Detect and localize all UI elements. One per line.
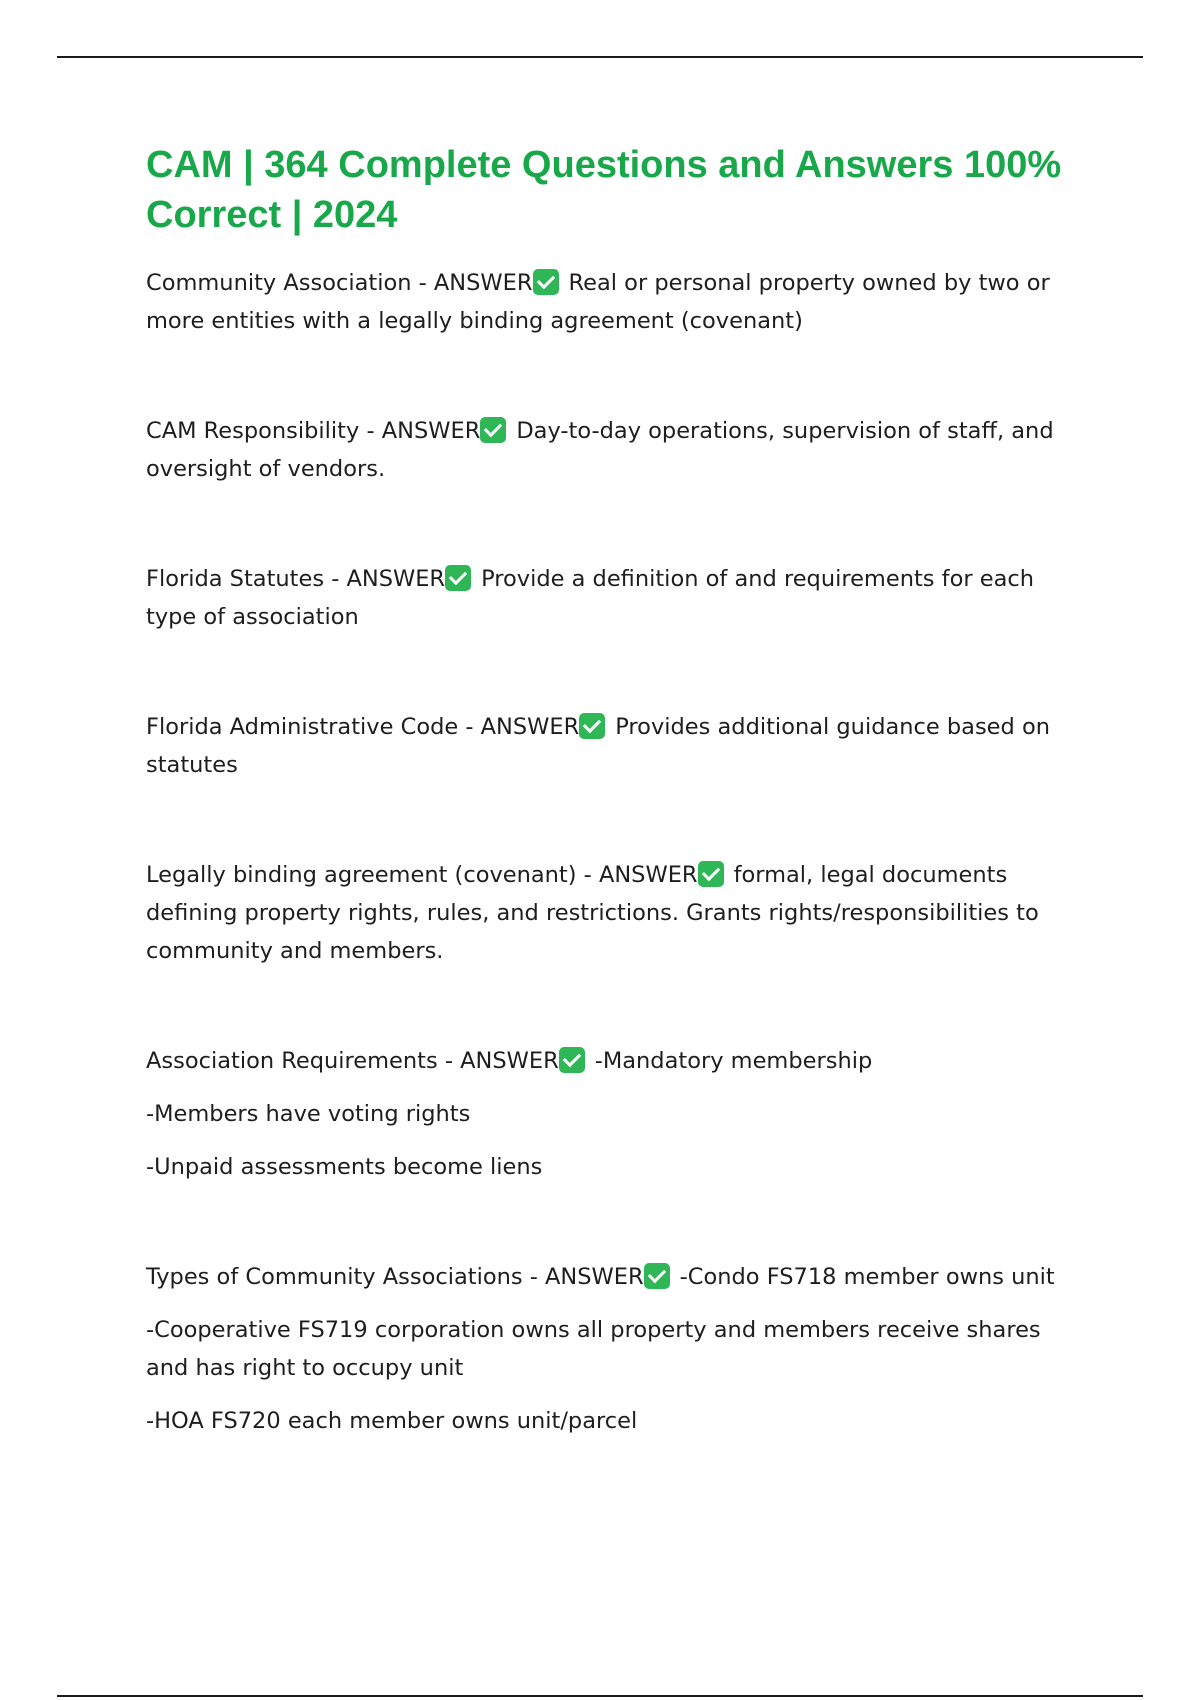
qa-first-line	[146, 1042, 1086, 1080]
check-box-icon	[445, 565, 471, 591]
answer-text: Provides additional guidance based on statutes	[146, 714, 1050, 778]
answer-text: Real or personal property owned by two or more entities with a legally binding agreement (covenant)	[146, 270, 1050, 334]
answer-line: -Members have voting rights	[146, 1101, 471, 1127]
question-text: Legally binding agreement (covenant) - ANSWER	[146, 862, 698, 888]
answer-text: Provide a definition of and requirements for each type of association	[146, 566, 1034, 630]
question-text: Florida Statutes - ANSWER	[146, 566, 446, 592]
qa-first-line	[146, 560, 1086, 636]
document-title: CAM | 364 Complete Questions and Answers 100% Correct | 2024	[146, 144, 1062, 236]
qa-item-types-of-community-associations	[146, 1258, 1086, 1440]
top-rule	[57, 56, 1143, 58]
document-body	[146, 140, 1086, 1440]
question-text: Community Association - ANSWER	[146, 270, 533, 296]
check-box-icon	[533, 269, 559, 295]
qa-first-line	[146, 708, 1086, 784]
qa-item-florida-statutes	[146, 560, 1086, 636]
question-text: Association Requirements - ANSWER	[146, 1048, 559, 1074]
check-box-icon	[644, 1263, 670, 1289]
qa-first-line	[146, 856, 1086, 970]
check-box-icon	[559, 1047, 585, 1073]
qa-item-legally-binding-agreement	[146, 856, 1086, 970]
qa-item-association-requirements	[146, 1042, 1086, 1186]
qa-first-line	[146, 412, 1086, 488]
answer-line: -HOA FS720 each member owns unit/parcel	[146, 1408, 638, 1434]
question-text: CAM Responsibility - ANSWER	[146, 418, 481, 444]
bottom-rule	[57, 1695, 1143, 1697]
check-box-icon	[698, 861, 724, 887]
answer-text: Day-to-day operations, supervision of staff, and oversight of vendors.	[146, 418, 1054, 482]
qa-item-cam-responsibility	[146, 412, 1086, 488]
answer-text: formal, legal documents defining property rights, rules, and restrictions. Grants rights/responsibilities to community and members.	[146, 862, 1039, 964]
answer-text: -Mandatory membership	[594, 1048, 873, 1074]
qa-first-line	[146, 264, 1086, 340]
check-box-icon	[480, 417, 506, 443]
question-text: Florida Administrative Code - ANSWER	[146, 714, 580, 740]
answer-text: -Condo FS718 member owns unit	[679, 1264, 1055, 1290]
check-box-icon	[579, 713, 605, 739]
answer-line: -Unpaid assessments become liens	[146, 1154, 543, 1180]
qa-item-community-association	[146, 264, 1086, 340]
answer-line: -Cooperative FS719 corporation owns all property and members receive shares and has right to occupy unit	[146, 1317, 1041, 1381]
qa-first-line	[146, 1258, 1086, 1296]
question-text: Types of Community Associations - ANSWER	[146, 1264, 644, 1290]
qa-item-florida-administrative-code	[146, 708, 1086, 784]
